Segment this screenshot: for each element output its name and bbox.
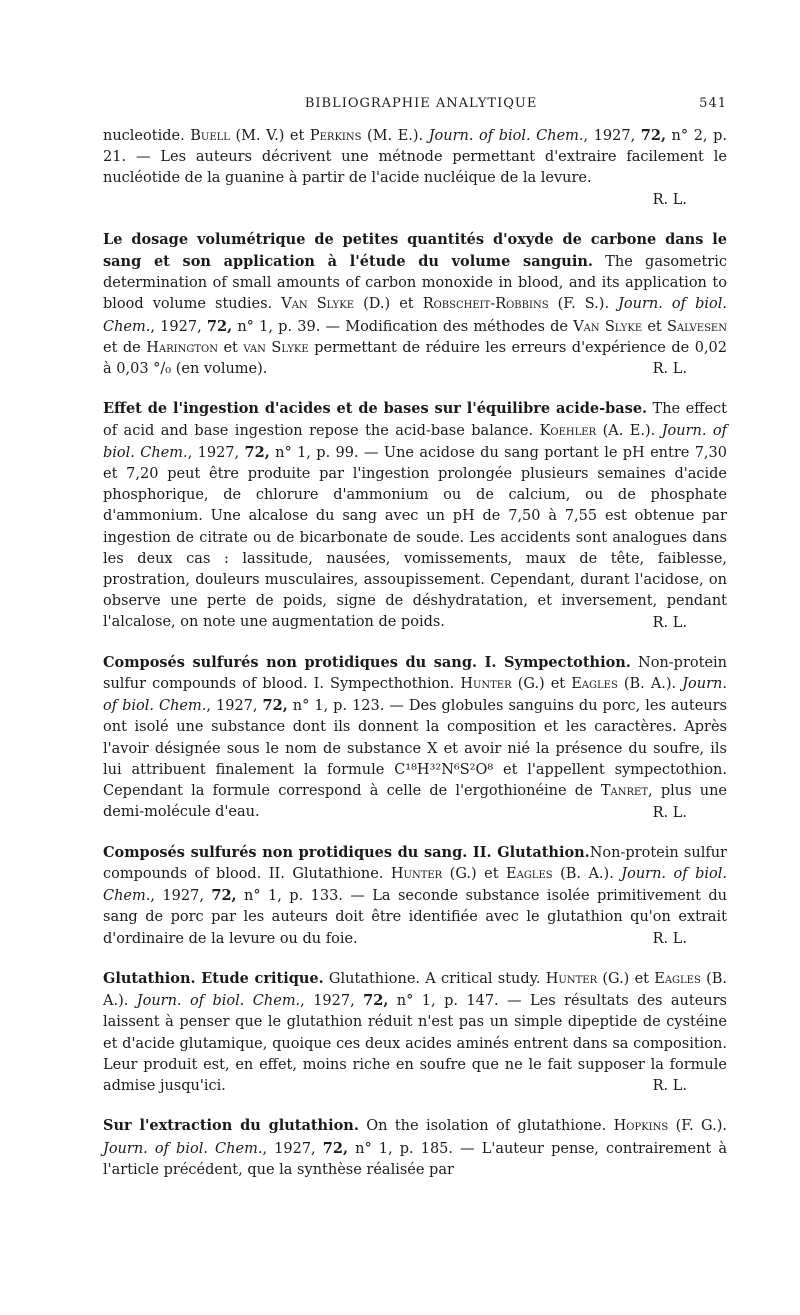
entry-translation: The gasometric determination of small amounts of carbon monoxide in blood, and its application to blood volume studies. (103, 254, 727, 313)
entry-body: Effet de l'ingestion d'acides et de bases sur l'équilibre acide-base. The effect of acid and base ingestion repose the acid-base balance. Koehler (A. E.). Journ. of biol. Chem., 1927, 72, n° 1, p. 99. — Une acidose du sang portant le pH entre 7,30 et 7,20 peut être produite par l'ingestion prolongée plusieurs semaines d'acide phosphorique, de chlorure d'ammonium ou de calcium, ou de phosphate d'ammonium. Une alcalose du sang avec un pH de 7,50 à 7,55 est obtenue par ingestion de citrate ou de bicarbonate de soude. Les accidents sont analogues dans les deux cas : lassitude, nausées, vomissements, maux de tête, faiblesse, prostration, douleurs musculaires, assoupissement. Cependant, durant l'acidose, on observe une perte de poids, signe de déshydratation, et inversement, pendant l'alcalose, on note une augmentation de poids. (103, 400, 727, 631)
entry-translation: Non-protein sulfur compounds of blood. II. Glutathione. (103, 844, 727, 882)
entry-body: Sur l'extraction du glutathion. On the isolation of glutathione. Hopkins (F. G.). Journ. of biol. Chem., 1927, 72, n° 1, p. 185. — L'auteur pense, contrairement à l'article précédent, que la synthèse réalisée par (103, 1117, 728, 1178)
journal-name: Journ. of biol. Chem. (103, 865, 727, 905)
author-name: Eagles (654, 970, 701, 987)
bibliography-entry (103, 1115, 727, 1181)
bibliography-entry (103, 125, 727, 211)
journal-name: Journ. of biol. Chem. (103, 676, 727, 715)
author-name: Robscheit-Robbins (422, 296, 549, 313)
entry-translation: Glutathione. A critical study. (323, 970, 546, 987)
volume: 72, (244, 443, 270, 461)
volume: 72, (211, 887, 237, 905)
entry-body: nucleotide. Buell (M. V.) et Perkins (M. E.). Journ. of biol. Chem., 1927, 72, n° 2, p. 21. — Les auteurs décrivent une métnode permettant d'extraire facilement le nucléotide de la guanine à partir de l'acide nucléique de la levure. (103, 127, 727, 187)
author-name: Perkins (309, 128, 362, 144)
entry-body: Composés sulfurés non protidiques du sang. I. Sympectothion. Non-protein sulfur compounds of blood. I. Sympecthothion. Hunter (G.) et Eagles (B. A.). Journ. of biol. Chem., 1927, 72, n° 1, p. 123. — Des globules sanguins du porc, les auteurs ont isolé une substance dont ils donnent la composition et les caractères. Après l'avoir désignée sous le nom de substance X et avoir nié la présence du soufre, ils lui attribuent finalement la formule C¹⁸H³²N⁶S²O⁸ et l'appellent sympectothion. Cependant la formule correspond à celle de l'ergothionéine de Tanret, plus une demi-molécule d'eau. (103, 653, 727, 821)
volume: 72, (640, 127, 666, 144)
author-name: Eagles (571, 676, 618, 693)
signature: R. L. (652, 1078, 687, 1095)
author-name: Hunter (545, 970, 598, 987)
author-name: Hopkins (613, 1118, 669, 1135)
entry-body: Glutathion. Etude critique. Glutathione. A critical study. Hunter (G.) et Eagles (B. A.). Journ. of biol. Chem., 1927, 72, n° 1, p. 147. — Les résultats des auteurs laissent à penser que le glutathion réduit n'est pas un simple dipeptide de cystéine et d'acide glutamique, quoique ces deux acides aminés entrent dans sa composition. Leur produit est, en effet, moins riche en soufre que ne le fait supposer la formule admise jusqu'ici. (103, 969, 727, 1094)
bibliography-entry (103, 968, 727, 1097)
entry-title: Composés sulfurés non protidiques du sang. I. Sympectothion. (103, 653, 631, 671)
author-name: Van Slyke (281, 296, 355, 313)
entry-translation: The effect of acid and base ingestion repose the acid-base balance. (103, 401, 727, 439)
volume: 72, (363, 992, 389, 1010)
chemical-formula: C¹⁸H³²N⁶S²O⁸ (394, 761, 494, 778)
journal-name: Journ. of biol. Chem. (428, 128, 584, 144)
signature: R. L. (652, 361, 687, 378)
page-number: 541 (699, 96, 727, 111)
document-page (103, 96, 727, 1199)
entry-title: Glutathion. Etude critique. (103, 969, 324, 987)
signature: R. L. (652, 614, 687, 631)
author-name: Buell (190, 128, 230, 144)
volume: 72, (322, 1139, 348, 1157)
author-name: Hunter (460, 676, 512, 693)
volume: 72, (206, 317, 233, 335)
journal-name: Journ. of biol. Chem. (103, 422, 727, 461)
entry-title: Composés sulfurés non protidiques du sang. II. Glutathion. (103, 843, 590, 861)
bibliography-entry (103, 398, 727, 633)
journal-name: Journ. of biol. Chem. (103, 1140, 263, 1157)
author-name: Hunter (390, 865, 443, 882)
bibliography-entry (103, 652, 727, 824)
author-name: Eagles (506, 865, 553, 882)
bibliography-entry (103, 842, 727, 950)
author-name: Koehler (539, 422, 597, 439)
entry-body: Le dosage volumétrique de petites quantités d'oxyde de carbone dans le sang et son application à l'étude du volume sanguin. The gasometric determination of small amounts of carbon monoxide in blood, and its application to blood volume studies. Van Slyke (D.) et Robscheit-Robbins (F. S.). Journ. of biol. Chem., 1927, 72, n° 1, p. 39. — Modification des méthodes de Van Slyke et Salvesen et de Harington et van Slyke permettant de réduire les erreurs d'expérience de 0,02 à 0,03 °/₀ (en volume). (103, 230, 728, 378)
entry-translation: On the isolation of glutathione. (358, 1118, 614, 1135)
entry-title: Le dosage volumétrique de petites quantités d'oxyde de carbone dans le sang et son application à l'étude du volume sanguin. (103, 230, 727, 271)
journal-name: Journ. of biol. Chem. (103, 296, 727, 335)
volume: 72, (262, 697, 288, 715)
entry-translation: Non-protein sulfur compounds of blood. I. Sympecthothion. (103, 654, 727, 693)
entry-body: Composés sulfurés non protidiques du sang. II. Glutathion.Non-protein sulfur compounds of blood. II. Glutathione. Hunter (G.) et Eagles (B. A.). Journ. of biol. Chem., 1927, 72, n° 1, p. 133. — La seconde substance isolée primitivement du sang de porc par les auteurs doit être identifiée avec le glutathion qu'on extrait d'ordinaire de la levure ou du foie. (103, 843, 727, 947)
entry-title: Effet de l'ingestion d'acides et de bases sur l'équilibre acide-base. (103, 400, 648, 418)
running-title: BIBLIOGRAPHIE ANALYTIQUE (304, 96, 538, 111)
running-header (103, 96, 727, 111)
entry-title: Sur l'extraction du glutathion. (103, 1117, 359, 1135)
signature: R. L. (652, 930, 687, 947)
journal-name: Journ. of biol. Chem. (136, 993, 301, 1010)
bibliography-entry (103, 229, 727, 381)
signature: R. L. (652, 191, 687, 208)
signature: R. L. (652, 804, 687, 821)
